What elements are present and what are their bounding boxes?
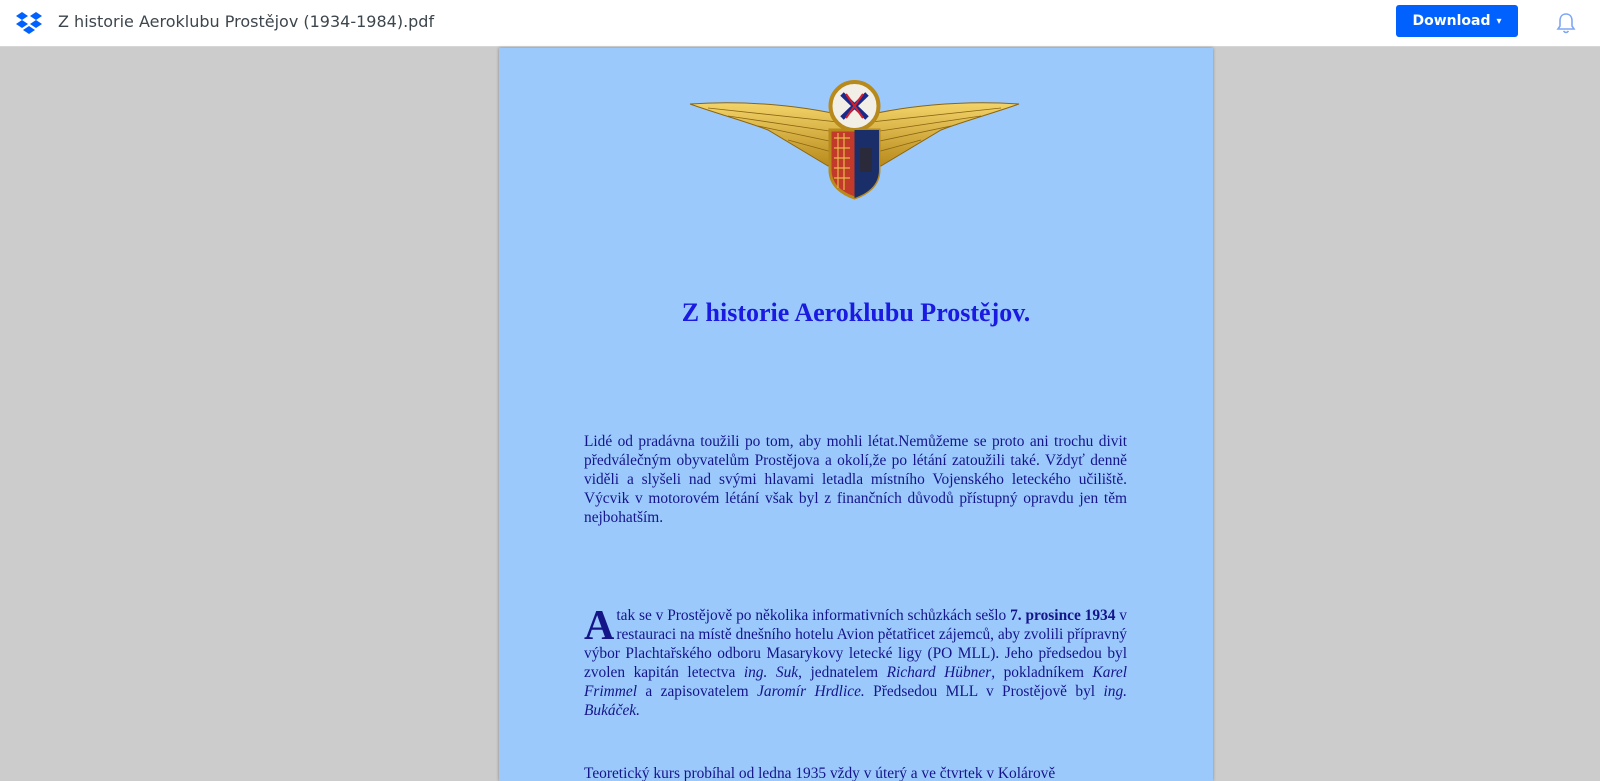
text-run: , jednatelem bbox=[798, 664, 887, 681]
person-name: Jaromír Hrdlice. bbox=[757, 683, 865, 700]
pdf-viewer[interactable] bbox=[0, 48, 1600, 781]
text-run: , pokladníkem bbox=[991, 664, 1093, 681]
paragraph-3: Teoretický kurs probíhal od ledna 1935 vždy v úterý a ve čtvrtek v Kolárově bbox=[584, 765, 1056, 781]
file-title: Z historie Aeroklubu Prostějov (1934-1984).pdf bbox=[58, 12, 435, 31]
paragraph-1: Lidé od pradávna toužili po tom, aby mohli létat.Nemůžeme se proto ani trochu divit předválečným obyvatelům Prostějova a okolí,že po létání zatoužili také. Vždyť denně viděli a slyšeli nad svými hlavami letadla místního Vojenského leteckého učiliště. Výcvik v motorovém létání však byl z finančních důvodů přístupný opravdu jen těm nejbohatším. bbox=[584, 433, 1127, 526]
chevron-down-icon: ▾ bbox=[1496, 15, 1502, 27]
person-name: ing. Suk bbox=[743, 664, 799, 681]
dropbox-logo-icon[interactable] bbox=[15, 9, 43, 37]
aeroklub-wings-emblem bbox=[688, 78, 1021, 200]
document-title: Z historie Aeroklubu Prostějov. bbox=[681, 298, 1031, 327]
drop-cap: A bbox=[584, 603, 615, 649]
text-run: v restauraci na místě dnešního hotelu Avion pětatřicet zájemců, aby zvolili přípravný výbor Plachtařského odboru Masarykovy letecké ligy (PO MLL). Jeho předsedou byl zvolen kapitán letectva bbox=[584, 607, 1127, 681]
paragraph-2 bbox=[584, 603, 1127, 720]
download-button[interactable] bbox=[1396, 5, 1518, 37]
person-name: Karel Frimmel bbox=[584, 664, 1127, 700]
text-run: a zapisovatelem bbox=[637, 683, 758, 700]
text-run: tak se v Prostějově po několika informativních schůzkách sešlo bbox=[616, 607, 1011, 624]
top-bar bbox=[0, 0, 1600, 47]
person-name: Richard Hübner bbox=[886, 664, 992, 681]
pdf-page bbox=[499, 48, 1213, 781]
person-name: ing. Bukáček. bbox=[584, 683, 1127, 719]
download-label: Download bbox=[1412, 13, 1491, 29]
text-run: Předsedou MLL v Prostějově byl bbox=[864, 683, 1104, 700]
bell-icon[interactable] bbox=[1555, 11, 1577, 35]
date-bold: 7. prosince 1934 bbox=[1010, 607, 1116, 624]
